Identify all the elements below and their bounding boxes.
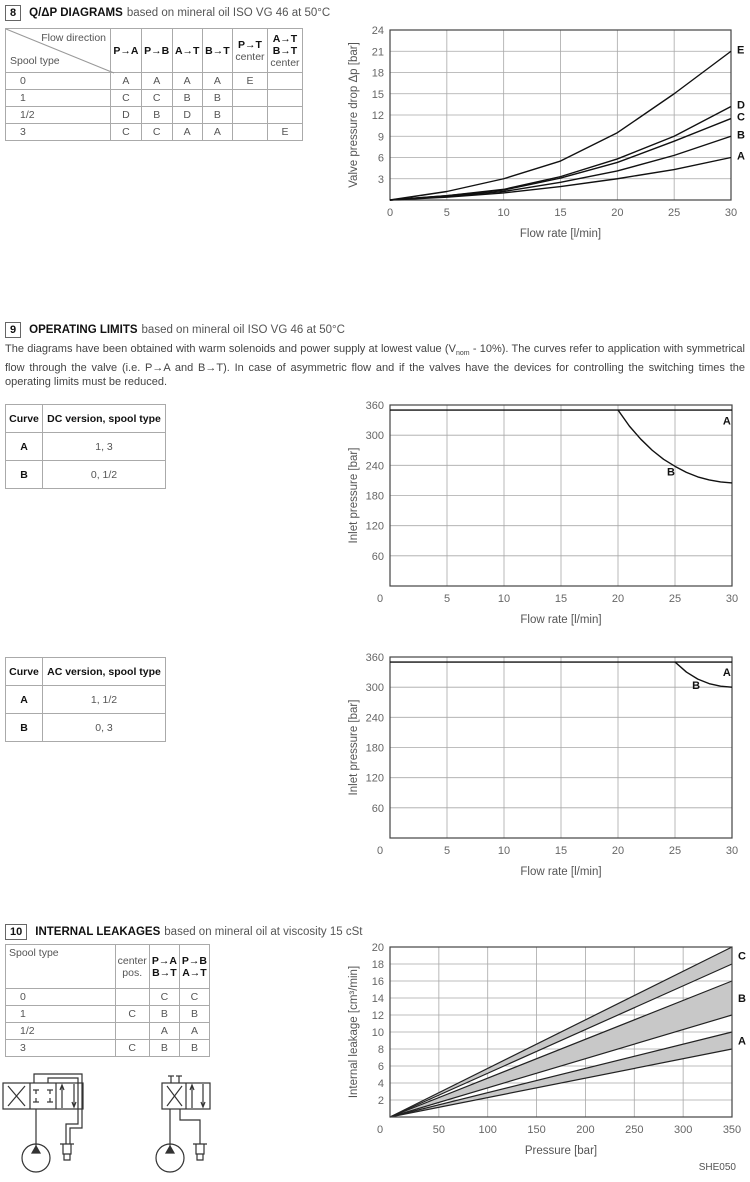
spool-type-cell: 1/2 bbox=[6, 107, 111, 124]
curve-cell: B bbox=[149, 1040, 179, 1057]
section-subtitle: based on mineral oil at viscosity 15 cSt bbox=[164, 926, 363, 938]
x-tick-label: 350 bbox=[722, 1124, 742, 1136]
series-label: E bbox=[737, 44, 745, 57]
table-row bbox=[6, 1040, 210, 1057]
curve-cell: A bbox=[172, 124, 202, 141]
column-header: P→A bbox=[111, 29, 142, 73]
x-tick-label: 200 bbox=[576, 1124, 595, 1136]
curve-cell: B bbox=[149, 1006, 179, 1023]
spool-type-cell: 0 bbox=[6, 989, 116, 1006]
y-tick-label: 300 bbox=[365, 430, 384, 443]
y-tick-label: 8 bbox=[377, 1044, 384, 1056]
column-header: Curve bbox=[6, 405, 43, 433]
column-header: B→T bbox=[202, 29, 232, 73]
curve-cell: B bbox=[6, 461, 43, 489]
x-axis-label: Flow rate [l/min] bbox=[520, 614, 602, 626]
series-label: B bbox=[667, 466, 675, 479]
x-tick-label: 10 bbox=[497, 845, 511, 857]
curve-cell: A bbox=[202, 73, 232, 90]
curve-cell: B bbox=[202, 90, 232, 107]
curve-cell: C bbox=[111, 90, 142, 107]
table-row bbox=[6, 124, 303, 141]
series-label: C bbox=[737, 111, 745, 124]
x-tick-label: 10 bbox=[497, 207, 510, 219]
x-tick-label: 5 bbox=[443, 207, 450, 219]
curve-cell bbox=[232, 107, 267, 124]
ac-operating-limits-chart bbox=[340, 640, 750, 878]
spool-type-cell: 3 bbox=[6, 124, 111, 141]
curve-cell: C bbox=[115, 1006, 149, 1023]
curve-cell bbox=[267, 90, 302, 107]
column-header: P→A B→T bbox=[149, 945, 179, 989]
column-header: A→T bbox=[172, 29, 202, 73]
curve-cell: B bbox=[141, 107, 172, 124]
curve-cell: A bbox=[6, 686, 43, 714]
y-axis-label: Internal leakage [cm³/min] bbox=[348, 965, 360, 1099]
x-tick-label: 25 bbox=[668, 593, 682, 605]
section-subtitle: based on mineral oil ISO VG 46 at 50°C bbox=[126, 7, 331, 19]
ac-curve-table bbox=[5, 657, 166, 742]
x-tick-label: 0 bbox=[376, 593, 384, 605]
spool-type-cell: 0 bbox=[6, 73, 111, 90]
y-tick-label: 240 bbox=[365, 460, 384, 473]
column-header: Curve bbox=[6, 658, 43, 686]
valve-schematic-open-center bbox=[156, 1076, 210, 1172]
table-row bbox=[6, 1006, 210, 1023]
y-tick-label: 12 bbox=[371, 110, 384, 122]
band-label: B bbox=[738, 993, 746, 1005]
curve-cell: C bbox=[141, 124, 172, 141]
curve-cell: C bbox=[141, 90, 172, 107]
section-title: INTERNAL LEAKAGES bbox=[35, 926, 161, 938]
section-number: 8 bbox=[5, 5, 21, 21]
curve-cell: A bbox=[111, 73, 142, 90]
curve-cell: C bbox=[111, 124, 142, 141]
curve-cell bbox=[115, 989, 149, 1006]
y-tick-label: 9 bbox=[377, 131, 384, 144]
spool-type-cell: 3 bbox=[6, 1040, 116, 1057]
x-tick-label: 250 bbox=[625, 1124, 644, 1136]
section-8-heading bbox=[5, 5, 330, 21]
x-tick-label: 50 bbox=[432, 1124, 445, 1136]
band-lower-line-C bbox=[390, 964, 732, 1117]
x-tick-label: 30 bbox=[725, 845, 739, 857]
table-row bbox=[6, 73, 303, 90]
spool-cell: 1, 3 bbox=[43, 433, 166, 461]
y-tick-label: 20 bbox=[371, 942, 384, 954]
curve-cell: E bbox=[267, 124, 302, 141]
column-header: A→T B→T center bbox=[267, 29, 302, 73]
column-header: DC version, spool type bbox=[43, 405, 166, 433]
column-header: AC version, spool type bbox=[43, 658, 166, 686]
curve-cell: D bbox=[111, 107, 142, 124]
y-tick-label: 180 bbox=[365, 742, 384, 755]
curve-cell: A bbox=[6, 433, 43, 461]
series-label: A bbox=[737, 150, 745, 163]
spool-type-cell: 1/2 bbox=[6, 1023, 116, 1040]
y-tick-label: 360 bbox=[365, 652, 384, 664]
x-axis-label: Pressure [bar] bbox=[524, 1145, 598, 1157]
table-corner-cell: Spool type bbox=[6, 945, 116, 989]
y-tick-label: 240 bbox=[365, 712, 384, 725]
y-tick-label: 3 bbox=[377, 173, 384, 186]
x-axis-label: Flow rate [l/min] bbox=[520, 866, 602, 878]
y-tick-label: 6 bbox=[377, 152, 384, 165]
pressure-drop-chart bbox=[340, 15, 750, 245]
column-header: P→B A→T bbox=[179, 945, 209, 989]
curve-cell: A bbox=[179, 1023, 209, 1040]
y-tick-label: 14 bbox=[371, 993, 384, 1005]
y-axis-label: Inlet pressure [bar] bbox=[348, 699, 360, 796]
y-tick-label: 60 bbox=[371, 802, 384, 815]
x-tick-label: 300 bbox=[673, 1124, 693, 1136]
spool-cell: 0, 3 bbox=[43, 714, 166, 742]
curve-cell bbox=[267, 73, 302, 90]
y-tick-label: 360 bbox=[365, 400, 384, 412]
curve-cell: B bbox=[6, 714, 43, 742]
y-tick-label: 16 bbox=[371, 976, 384, 988]
flow-direction-table bbox=[5, 28, 303, 141]
curve-cell bbox=[232, 90, 267, 107]
y-tick-label: 15 bbox=[371, 88, 384, 101]
column-header: P→T center bbox=[232, 29, 267, 73]
section-number: 10 bbox=[5, 924, 27, 940]
internal-leakage-chart bbox=[340, 930, 750, 1160]
hydraulic-schematics bbox=[0, 1068, 240, 1158]
curve-cell: C bbox=[149, 989, 179, 1006]
table-row bbox=[6, 686, 166, 714]
section-subtitle: based on mineral oil ISO VG 46 at 50°C bbox=[141, 324, 345, 336]
dc-curve-table bbox=[5, 404, 166, 489]
y-tick-label: 180 bbox=[365, 490, 384, 503]
x-tick-label: 5 bbox=[443, 845, 451, 857]
section-title: OPERATING LIMITS bbox=[29, 324, 138, 336]
section-9-heading bbox=[5, 322, 345, 338]
section-number: 9 bbox=[5, 322, 21, 338]
curve-cell: B bbox=[179, 1040, 209, 1057]
table-row bbox=[6, 107, 303, 124]
spool-type-cell: 1 bbox=[6, 90, 111, 107]
curve-cell: B bbox=[172, 90, 202, 107]
series-label: A bbox=[722, 667, 731, 680]
x-tick-label: 15 bbox=[554, 845, 568, 857]
curve-cell: B bbox=[179, 1006, 209, 1023]
corner-label-bottom: Spool type bbox=[10, 55, 60, 67]
corner-label-top: Flow direction bbox=[41, 32, 106, 44]
y-tick-label: 12 bbox=[371, 1010, 384, 1022]
column-header: center pos. bbox=[115, 945, 149, 989]
x-tick-label: 10 bbox=[497, 593, 511, 605]
spool-cell: 0, 1/2 bbox=[43, 461, 166, 489]
x-tick-label: 25 bbox=[668, 845, 682, 857]
y-tick-label: 120 bbox=[365, 772, 384, 785]
table-row bbox=[6, 461, 166, 489]
y-tick-label: 10 bbox=[371, 1027, 384, 1039]
series-label: D bbox=[737, 99, 745, 112]
table-row bbox=[6, 714, 166, 742]
operating-limits-description: The diagrams have been obtained with warm solenoids and power supply at lowest value $(V_{nom} - 10\%)$. The curves refer to application with symmetrical flow through the valve (i.e. P→A and B→T). In case of asymmetric flow and if the valves have the devices for controlling the switching times the operating limits must be reduced. bbox=[5, 343, 745, 389]
leakage-table bbox=[5, 944, 210, 1057]
curve-cell: A bbox=[202, 124, 232, 141]
series-label: A bbox=[722, 415, 731, 428]
x-tick-label: 20 bbox=[611, 845, 625, 857]
y-tick-label: 120 bbox=[365, 520, 384, 533]
y-tick-label: 6 bbox=[377, 1061, 384, 1073]
curve-cell: C bbox=[179, 989, 209, 1006]
curve-cell: A bbox=[149, 1023, 179, 1040]
x-axis-label: Flow rate [l/min] bbox=[519, 228, 602, 240]
x-tick-label: 30 bbox=[724, 207, 738, 219]
curve-cell: A bbox=[141, 73, 172, 90]
x-tick-label: 20 bbox=[611, 207, 624, 219]
section-title: Q/ΔP DIAGRAMS bbox=[29, 7, 123, 19]
curve-cell: C bbox=[115, 1040, 149, 1057]
y-tick-label: 4 bbox=[377, 1078, 384, 1090]
y-tick-label: 24 bbox=[371, 25, 384, 37]
valve-schematic-closed-center bbox=[3, 1074, 83, 1172]
curve-cell bbox=[115, 1023, 149, 1040]
section-10-heading bbox=[5, 924, 362, 940]
y-tick-label: 18 bbox=[371, 959, 384, 971]
x-tick-label: 20 bbox=[611, 593, 625, 605]
table-row bbox=[6, 989, 210, 1006]
column-header: P→B bbox=[141, 29, 172, 73]
x-tick-label: 0 bbox=[386, 207, 394, 219]
curve-cell bbox=[232, 124, 267, 141]
x-tick-label: 150 bbox=[527, 1124, 546, 1136]
curve-cell: B bbox=[202, 107, 232, 124]
y-tick-label: 2 bbox=[377, 1095, 384, 1107]
x-tick-label: 0 bbox=[376, 1124, 384, 1136]
curve-cell: A bbox=[172, 73, 202, 90]
table-row bbox=[6, 1023, 210, 1040]
x-tick-label: 30 bbox=[725, 593, 739, 605]
series-label: B bbox=[692, 680, 701, 693]
y-axis-label: Valve pressure drop Δp [bar] bbox=[348, 42, 360, 188]
x-tick-label: 100 bbox=[478, 1124, 497, 1136]
x-tick-label: 0 bbox=[376, 845, 384, 857]
spool-type-cell: 1 bbox=[6, 1006, 116, 1023]
x-tick-label: 15 bbox=[554, 207, 567, 219]
spool-cell: 1, 1/2 bbox=[43, 686, 166, 714]
y-tick-label: 18 bbox=[371, 67, 384, 80]
series-label: B bbox=[737, 129, 745, 142]
curve-cell: E bbox=[232, 73, 267, 90]
y-axis-label: Inlet pressure [bar] bbox=[348, 447, 360, 544]
band-label: C bbox=[738, 950, 746, 963]
band-label: A bbox=[738, 1035, 746, 1048]
dc-operating-limits-chart bbox=[340, 390, 750, 626]
x-tick-label: 25 bbox=[668, 207, 681, 219]
table-row bbox=[6, 90, 303, 107]
y-tick-label: 21 bbox=[371, 46, 384, 59]
document-code: SHE050 bbox=[698, 1162, 736, 1173]
x-tick-label: 15 bbox=[554, 593, 568, 605]
table-row bbox=[6, 433, 166, 461]
curve-cell: D bbox=[172, 107, 202, 124]
x-tick-label: 5 bbox=[443, 593, 451, 605]
curve-cell bbox=[267, 107, 302, 124]
table-corner-cell bbox=[6, 29, 111, 73]
band-upper-line-A bbox=[390, 1032, 732, 1117]
y-tick-label: 300 bbox=[365, 682, 384, 695]
y-tick-label: 60 bbox=[371, 550, 384, 563]
